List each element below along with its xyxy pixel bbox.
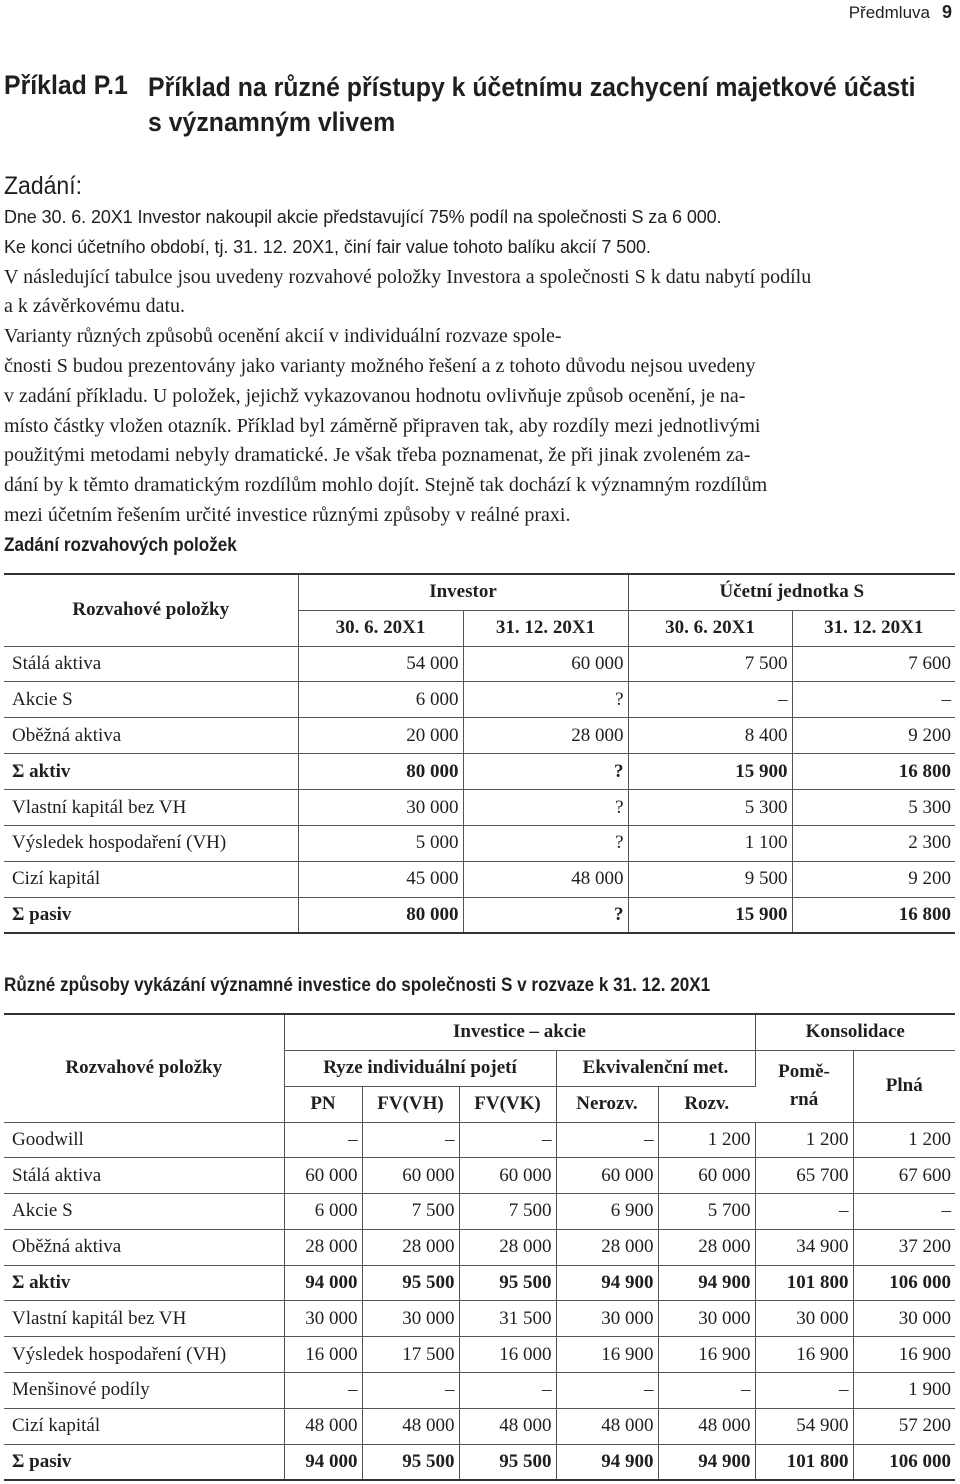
table-cell: 7 500 bbox=[628, 646, 792, 682]
table-row bbox=[4, 1301, 955, 1337]
table-cell: 48 000 bbox=[658, 1408, 755, 1444]
text-line: místo částky vložen otazník. Příklad byl záměrně připraven tak, aby rozdíly mezi jednotlivými bbox=[4, 414, 761, 437]
table-cell: 94 900 bbox=[556, 1265, 658, 1301]
table-cell: – bbox=[658, 1373, 755, 1409]
row-label: Cizí kapitál bbox=[4, 1408, 284, 1444]
text-line: mezi účetním řešením určité investice různými způsoby v reálné praxi. bbox=[4, 503, 571, 526]
header-proportional-line: rná bbox=[789, 1089, 819, 1110]
table-cell: 57 200 bbox=[853, 1408, 955, 1444]
row-label: Stálá aktiva bbox=[4, 646, 298, 682]
table-row bbox=[4, 646, 955, 682]
table-cell: 9 500 bbox=[628, 861, 792, 897]
table-cell: 28 000 bbox=[463, 718, 628, 754]
row-label: Σ aktiv bbox=[4, 754, 298, 790]
table-row bbox=[4, 1373, 955, 1409]
table1-heading: Zadání rozvahových položek bbox=[4, 535, 237, 556]
table-cell: 94 000 bbox=[284, 1265, 362, 1301]
table-cell: 54 000 bbox=[298, 646, 463, 682]
table-cell: 101 800 bbox=[755, 1444, 853, 1480]
text-line: čnosti S budou prezentovány jako varianty možného řešení a z tohoto důvodu nejsou uvedeny bbox=[4, 354, 756, 377]
row-label: Cizí kapitál bbox=[4, 861, 298, 897]
table-cell: 48 000 bbox=[284, 1408, 362, 1444]
table-cell: 7 500 bbox=[459, 1194, 556, 1230]
group-header-consolidation: Konsolidace bbox=[755, 1014, 955, 1050]
table-row bbox=[4, 1229, 955, 1265]
table-cell: 16 900 bbox=[556, 1337, 658, 1373]
table-cell: ? bbox=[463, 682, 628, 718]
table-cell: 60 000 bbox=[556, 1158, 658, 1194]
row-label: Σ pasiv bbox=[4, 1444, 284, 1480]
table-cell: 8 400 bbox=[628, 718, 792, 754]
table-cell: 30 000 bbox=[298, 790, 463, 826]
example-label: Příklad P.1 bbox=[4, 70, 128, 100]
table-cell: 20 000 bbox=[298, 718, 463, 754]
table-cell: 48 000 bbox=[463, 861, 628, 897]
col-header: FV(VH) bbox=[362, 1086, 459, 1122]
table-row bbox=[4, 1265, 955, 1301]
row-label: Vlastní kapitál bez VH bbox=[4, 1301, 284, 1337]
table-row bbox=[4, 1158, 955, 1194]
table2-heading: Různé způsoby vykázání významné investice do společnosti S v rozvaze k 31. 12. 20X1 bbox=[4, 975, 711, 996]
table-row bbox=[4, 1408, 955, 1444]
table-cell: 80 000 bbox=[298, 754, 463, 790]
row-label: Oběžná aktiva bbox=[4, 718, 298, 754]
table-cell: 1 200 bbox=[658, 1122, 755, 1158]
table-row bbox=[4, 790, 955, 826]
table-cell: 95 500 bbox=[459, 1265, 556, 1301]
table-cell: 101 800 bbox=[755, 1265, 853, 1301]
text-line: v zadání příkladu. U položek, jejichž vykazovanou hodnotu ovlivňuje způsob ocenění, je na- bbox=[4, 384, 746, 407]
table-cell: – bbox=[362, 1373, 459, 1409]
text-line: dání by k těmto dramatickým rozdílům mohlo dojít. Stejně tak dochází k významným rozdílům bbox=[4, 474, 768, 497]
table-cell: 28 000 bbox=[658, 1229, 755, 1265]
col-header: Nerozv. bbox=[556, 1086, 658, 1122]
table-cell: – bbox=[792, 682, 955, 718]
table-cell: 65 700 bbox=[755, 1158, 853, 1194]
table-cell: 48 000 bbox=[362, 1408, 459, 1444]
date-header: 31. 12. 20X1 bbox=[792, 610, 955, 646]
table-row bbox=[4, 1444, 955, 1480]
table-cell: ? bbox=[463, 754, 628, 790]
table-cell: – bbox=[284, 1373, 362, 1409]
table-cell: 1 900 bbox=[853, 1373, 955, 1409]
table-cell: 95 500 bbox=[362, 1265, 459, 1301]
row-label: Výsledek hospodaření (VH) bbox=[4, 1337, 284, 1373]
subgroup-header-equity: Ekvivalenční met. bbox=[556, 1050, 755, 1086]
table-cell: 94 900 bbox=[556, 1444, 658, 1480]
investment-reporting-table bbox=[4, 1013, 955, 1481]
table-cell: – bbox=[628, 682, 792, 718]
table-cell: 60 000 bbox=[459, 1158, 556, 1194]
table-cell: 30 000 bbox=[853, 1301, 955, 1337]
table-cell: 80 000 bbox=[298, 897, 463, 933]
table-cell: 60 000 bbox=[658, 1158, 755, 1194]
table-cell: 2 300 bbox=[792, 825, 955, 861]
row-label: Menšinové podíly bbox=[4, 1373, 284, 1409]
table-cell: 94 900 bbox=[658, 1265, 755, 1301]
table-cell: 48 000 bbox=[556, 1408, 658, 1444]
table-cell: ? bbox=[463, 825, 628, 861]
running-head bbox=[849, 2, 952, 23]
table-cell: 7 500 bbox=[362, 1194, 459, 1230]
table-row bbox=[4, 1337, 955, 1373]
row-header: Rozvahové položky bbox=[4, 1014, 284, 1122]
table-cell: 9 200 bbox=[792, 861, 955, 897]
table-cell: 6 000 bbox=[298, 682, 463, 718]
text-line: Ke konci účetního období, tj. 31. 12. 20X1, činí fair value tohoto balíku akcií 7 500. bbox=[4, 236, 651, 257]
table-row bbox=[4, 754, 955, 790]
example-title-line: Příklad na různé přístupy k účetnímu zachycení majetkové účasti bbox=[148, 72, 916, 102]
header-proportional-line: Pomě- bbox=[778, 1061, 830, 1082]
table-cell: 6 000 bbox=[284, 1194, 362, 1230]
date-header: 31. 12. 20X1 bbox=[463, 610, 628, 646]
table-cell: 5 000 bbox=[298, 825, 463, 861]
table-cell: – bbox=[459, 1373, 556, 1409]
table-cell: – bbox=[459, 1122, 556, 1158]
table-cell: 30 000 bbox=[658, 1301, 755, 1337]
table-cell: 28 000 bbox=[459, 1229, 556, 1265]
table-cell: – bbox=[556, 1373, 658, 1409]
col-header: FV(VK) bbox=[459, 1086, 556, 1122]
table-cell: – bbox=[853, 1194, 955, 1230]
table-cell: 94 900 bbox=[658, 1444, 755, 1480]
table-cell: – bbox=[362, 1122, 459, 1158]
row-label: Akcie S bbox=[4, 1194, 284, 1230]
running-head-label: Předmluva bbox=[848, 3, 930, 22]
row-label: Goodwill bbox=[4, 1122, 284, 1158]
table-cell: 94 000 bbox=[284, 1444, 362, 1480]
table-cell: 5 300 bbox=[628, 790, 792, 826]
table-cell: 15 900 bbox=[628, 754, 792, 790]
table-row bbox=[4, 1122, 955, 1158]
table-cell: 1 100 bbox=[628, 825, 792, 861]
table-cell: 28 000 bbox=[362, 1229, 459, 1265]
assignment-heading: Zadání: bbox=[4, 172, 82, 200]
table-cell: 16 900 bbox=[658, 1337, 755, 1373]
table-cell: 30 000 bbox=[556, 1301, 658, 1337]
table-cell: 48 000 bbox=[459, 1408, 556, 1444]
table-cell: ? bbox=[463, 790, 628, 826]
table-cell: 95 500 bbox=[459, 1444, 556, 1480]
table-cell: 16 900 bbox=[755, 1337, 853, 1373]
row-label: Oběžná aktiva bbox=[4, 1229, 284, 1265]
text-line: a k závěrkovému datu. bbox=[4, 295, 186, 318]
table-cell: 7 600 bbox=[792, 646, 955, 682]
row-label: Stálá aktiva bbox=[4, 1158, 284, 1194]
row-label: Výsledek hospodaření (VH) bbox=[4, 825, 298, 861]
table-cell: 5 700 bbox=[658, 1194, 755, 1230]
date-header: 30. 6. 20X1 bbox=[298, 610, 463, 646]
date-header: 30. 6. 20X1 bbox=[628, 610, 792, 646]
table-cell: 17 500 bbox=[362, 1337, 459, 1373]
table-cell: 67 600 bbox=[853, 1158, 955, 1194]
table-row bbox=[4, 897, 955, 933]
table-cell: 16 800 bbox=[792, 897, 955, 933]
table-cell: 45 000 bbox=[298, 861, 463, 897]
table-cell: 30 000 bbox=[755, 1301, 853, 1337]
table-row bbox=[4, 1194, 955, 1230]
page-number: 9 bbox=[941, 2, 952, 22]
table-cell: 28 000 bbox=[556, 1229, 658, 1265]
table-cell: ? bbox=[463, 897, 628, 933]
table-row bbox=[4, 682, 955, 718]
table-cell: 16 800 bbox=[792, 754, 955, 790]
table-row bbox=[4, 861, 955, 897]
table-cell: 106 000 bbox=[853, 1265, 955, 1301]
table-row bbox=[4, 718, 955, 754]
table-cell: 1 200 bbox=[853, 1122, 955, 1158]
table-cell: 28 000 bbox=[284, 1229, 362, 1265]
table-cell: 95 500 bbox=[362, 1444, 459, 1480]
col-header: Rozv. bbox=[658, 1086, 755, 1122]
col-header: PN bbox=[284, 1086, 362, 1122]
table-cell: 37 200 bbox=[853, 1229, 955, 1265]
row-label: Akcie S bbox=[4, 682, 298, 718]
text-line: použitými metodami nebyly dramatické. Je však třeba poznamenat, že při jinak zvoleném za- bbox=[4, 444, 751, 467]
table-cell: 6 900 bbox=[556, 1194, 658, 1230]
table-row bbox=[4, 825, 955, 861]
header-proportional bbox=[755, 1050, 853, 1122]
subgroup-header-individual: Ryze individuální pojetí bbox=[284, 1050, 556, 1086]
table-cell: 54 900 bbox=[755, 1408, 853, 1444]
row-label: Vlastní kapitál bez VH bbox=[4, 790, 298, 826]
table-cell: – bbox=[755, 1194, 853, 1230]
balance-items-table bbox=[4, 573, 955, 934]
table-cell: 34 900 bbox=[755, 1229, 853, 1265]
group-header-investor: Investor bbox=[298, 574, 628, 610]
table-cell: 30 000 bbox=[284, 1301, 362, 1337]
row-label: Σ pasiv bbox=[4, 897, 298, 933]
table-cell: 16 000 bbox=[284, 1337, 362, 1373]
table-cell: 5 300 bbox=[792, 790, 955, 826]
table-cell: – bbox=[284, 1122, 362, 1158]
example-title-line: s významným vlivem bbox=[148, 107, 396, 137]
table-cell: 60 000 bbox=[463, 646, 628, 682]
group-header-entity-s: Účetní jednotka S bbox=[628, 574, 955, 610]
table-cell: 60 000 bbox=[284, 1158, 362, 1194]
table-cell: 15 900 bbox=[628, 897, 792, 933]
table-cell: 31 500 bbox=[459, 1301, 556, 1337]
text-line: V následující tabulce jsou uvedeny rozvahové položky Investora a společnosti S k datu nabytí podílu bbox=[4, 265, 812, 288]
table-cell: 16 900 bbox=[853, 1337, 955, 1373]
text-line: Dne 30. 6. 20X1 Investor nakoupil akcie představující 75% podíl na společnosti S za 6 000. bbox=[4, 207, 722, 227]
header-full: Plná bbox=[853, 1050, 955, 1122]
text-line: Varianty různých způsobů ocenění akcií v individuální rozvaze spole- bbox=[4, 325, 562, 348]
table-cell: – bbox=[755, 1373, 853, 1409]
table-cell: 1 200 bbox=[755, 1122, 853, 1158]
row-label: Σ aktiv bbox=[4, 1265, 284, 1301]
assignment-text bbox=[4, 203, 954, 531]
table-cell: 16 000 bbox=[459, 1337, 556, 1373]
row-header: Rozvahové položky bbox=[4, 574, 298, 646]
example-title bbox=[148, 70, 938, 140]
table-cell: – bbox=[556, 1122, 658, 1158]
table-cell: 9 200 bbox=[792, 718, 955, 754]
group-header-investment: Investice – akcie bbox=[284, 1014, 755, 1050]
table-cell: 106 000 bbox=[853, 1444, 955, 1480]
table-cell: 60 000 bbox=[362, 1158, 459, 1194]
table-cell: 30 000 bbox=[362, 1301, 459, 1337]
